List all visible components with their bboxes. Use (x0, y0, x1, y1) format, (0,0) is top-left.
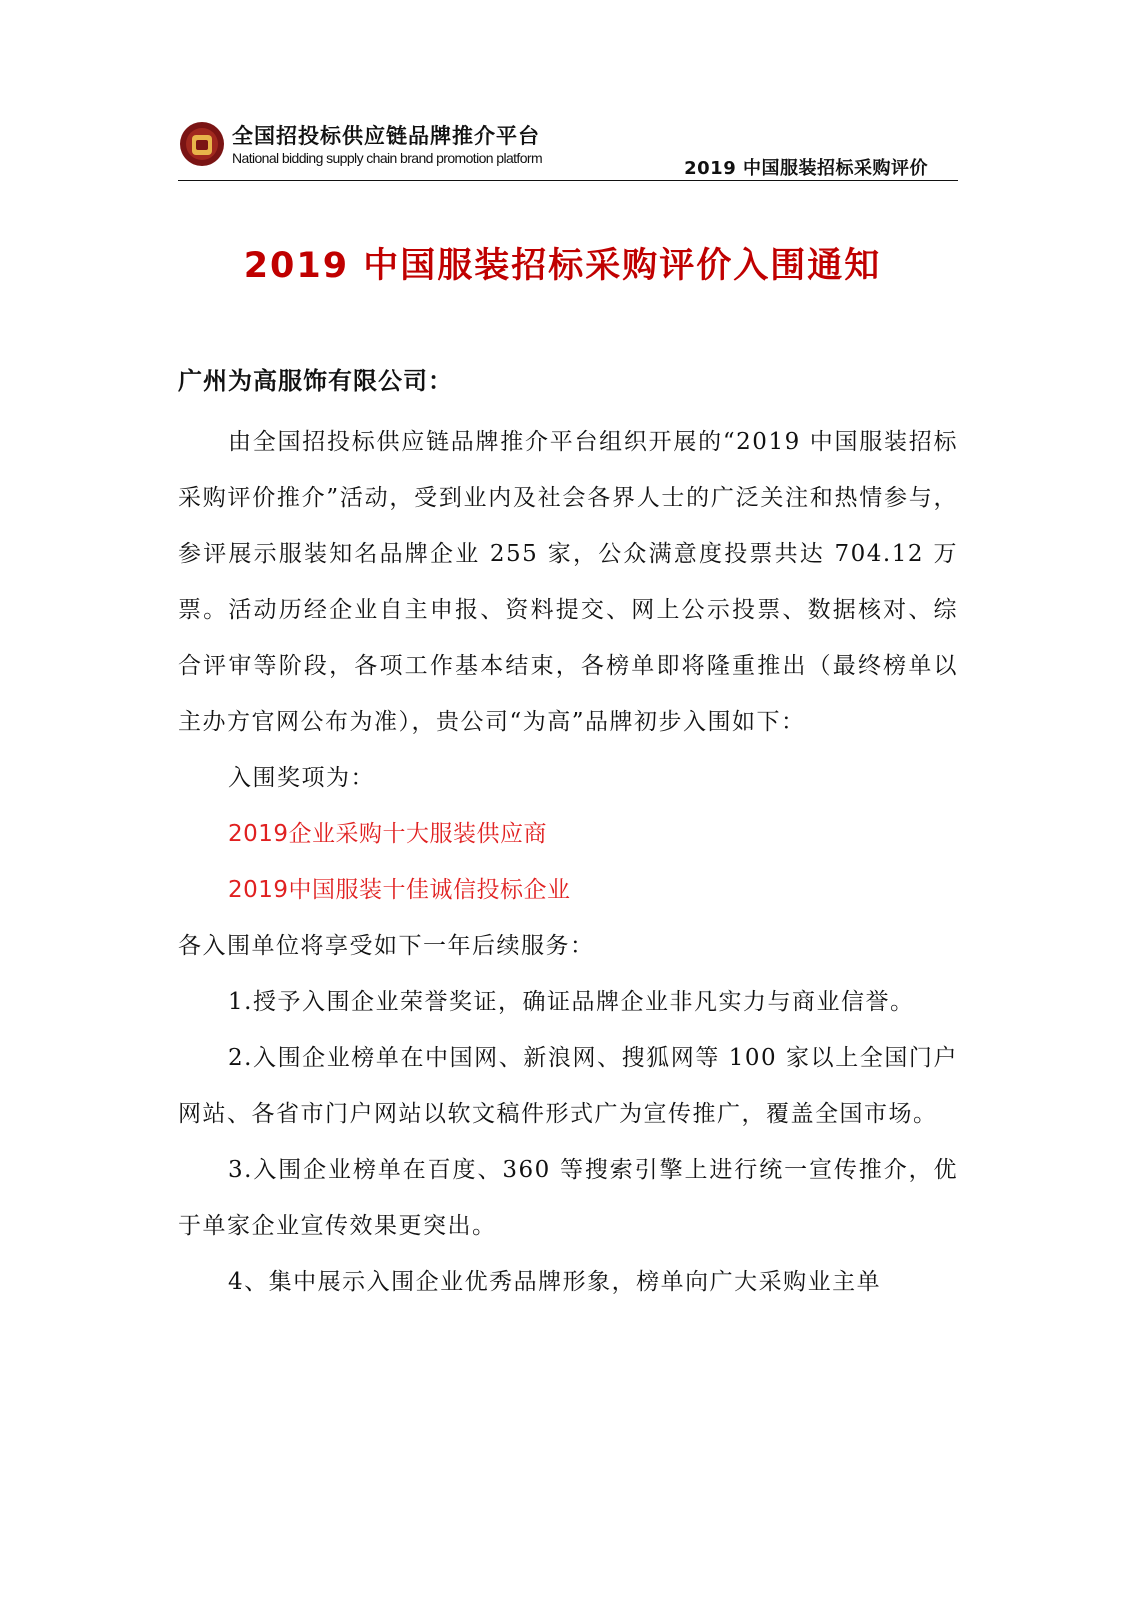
service-item-3: 3.入围企业榜单在百度、360 等搜索引擎上进行统一宣传推介，优于单家企业宣传效果更突出。 (178, 1157, 958, 1239)
service-item-1: 1.授予入围企业荣誉奖证，确证品牌企业非凡实力与商业信誉。 (228, 989, 915, 1015)
award-item: 2019企业采购十大服装供应商 (228, 821, 548, 847)
brand-name-cn: 全国招投标供应链品牌推介平台 (232, 124, 540, 148)
platform-logo-icon (178, 120, 226, 168)
header-document-title: 2019 中国服装招标采购评价 (684, 158, 928, 179)
award-item: 2019中国服装十佳诚信投标企业 (228, 877, 571, 903)
salutation: 广州为高服饰有限公司： (178, 367, 453, 395)
services-intro: 各入围单位将享受如下一年后续服务： (178, 933, 595, 959)
brand-name-en: National bidding supply chain brand promotion platform (232, 150, 543, 166)
service-item-2: 2.入围企业榜单在中国网、新浪网、搜狐网等 100 家以上全国门户网站、各省市门户网站以软文稿件形式广为宣传推广，覆盖全国市场。 (178, 1045, 958, 1127)
document-title: 2019 中国服装招标采购评价入围通知 (243, 246, 882, 286)
document-body (178, 358, 958, 1310)
page-header (178, 110, 958, 182)
service-item-4: 4、集中展示入围企业优秀品牌形象，榜单向广大采购业主单 (228, 1269, 882, 1295)
header-divider (178, 180, 958, 181)
awards-label: 入围奖项为： (228, 765, 375, 791)
intro-paragraph: 由全国招投标供应链品牌推介平台组织开展的“2019 中国服装招标采购评价推介”活动，受到业内及社会各界人士的广泛关注和热情参与，参评展示服装知名品牌企业 255 家，公众满意度投票共达 704.12 万票。活动历经企业自主申报、资料提交、网上公示投票、数据核对、综合评审等阶段，各项工作基本结束，各榜单即将隆重推出（最终榜单以主办方官网公布为准），贵公司“为高”品牌初步入围如下： (178, 429, 958, 735)
